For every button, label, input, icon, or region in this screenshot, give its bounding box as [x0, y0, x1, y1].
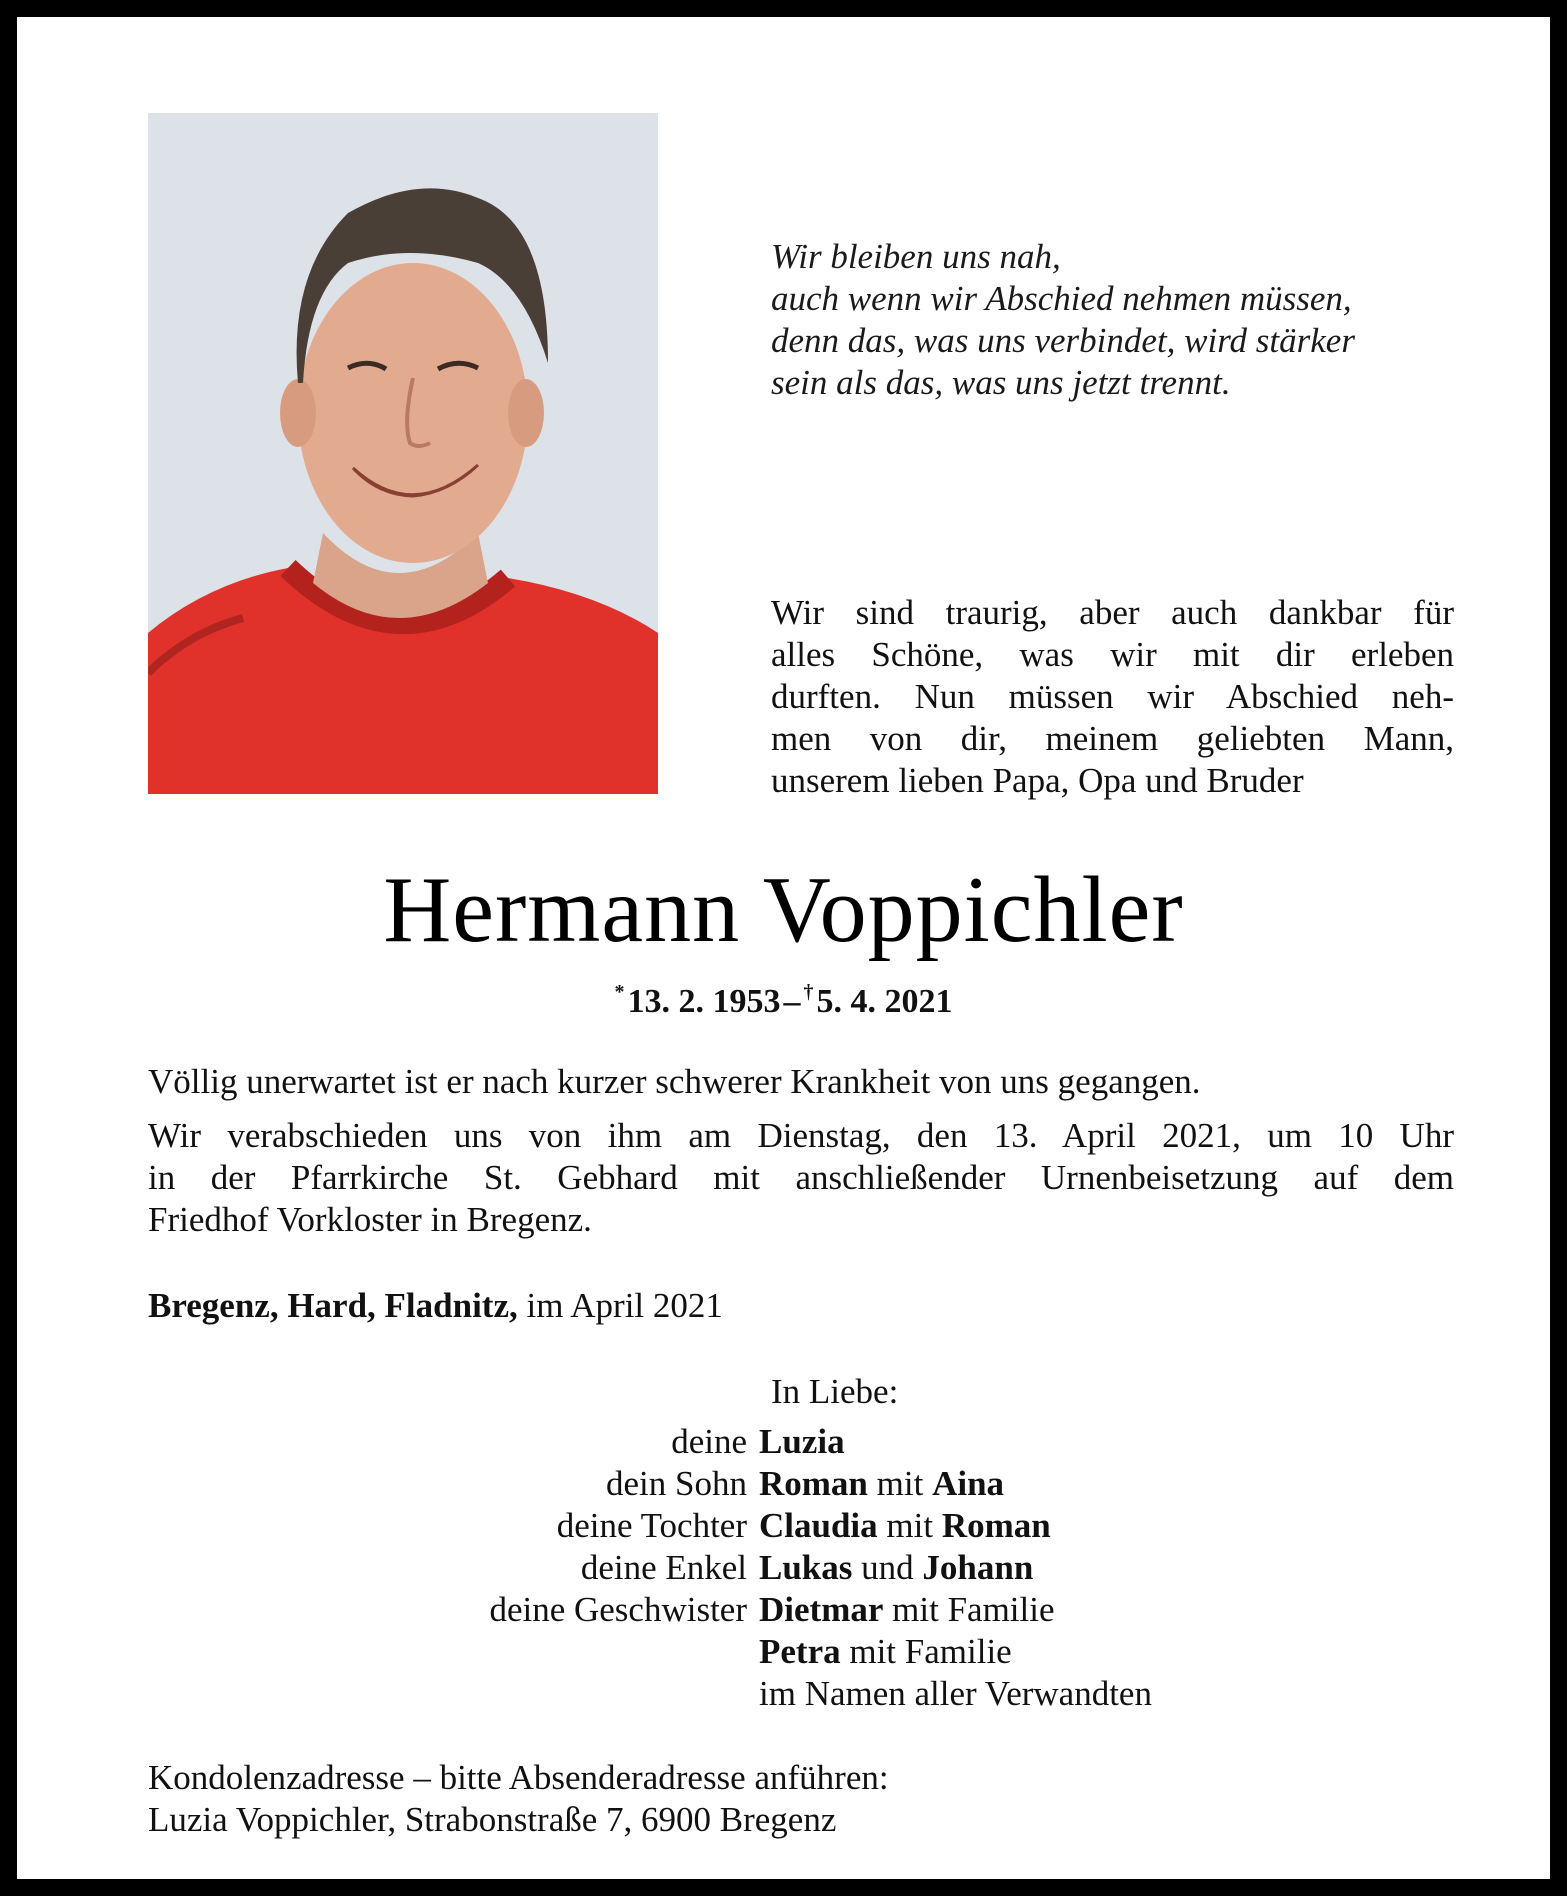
mourners-heading: In Liebe: — [771, 1372, 899, 1411]
mourner-name: Luzia — [759, 1422, 845, 1461]
portrait-image — [148, 113, 658, 794]
poem-line: Wir bleiben uns nah, — [771, 237, 1061, 276]
address-label: Kondolenzadresse – bitte Absenderadresse anführen: — [148, 1758, 889, 1797]
month-year: im April 2021 — [526, 1286, 723, 1325]
mourner-conjunction: und — [861, 1548, 914, 1587]
portrait-photo — [148, 113, 658, 794]
deceased-name: Hermann Voppichler — [383, 858, 1184, 962]
intro-line: unserem lieben Papa, Opa und Bruder — [771, 761, 1304, 800]
date-separator: – — [783, 983, 801, 1020]
intro-line: alles Schöne, was wir mit dir erleben — [771, 635, 1454, 674]
mourner-name: Claudia — [759, 1506, 878, 1545]
mourner-suffix: im Namen aller Verwandten — [759, 1674, 1152, 1713]
intro-line: Wir sind traurig, aber auch dankbar für — [771, 593, 1454, 632]
mourner-row — [148, 1631, 1454, 1673]
life-dates — [17, 972, 1550, 1022]
paragraph-line: Völlig unerwartet ist er nach kurzer schwerer Krankheit von uns gegangen. — [148, 1062, 1201, 1101]
mourner-relation: deine Tochter — [556, 1506, 747, 1545]
mourner-row — [148, 1673, 1454, 1715]
mourners-list — [148, 1421, 1454, 1715]
mourner-conjunction: mit — [876, 1464, 924, 1503]
paragraph-funeral — [148, 1115, 1454, 1241]
poem-line: auch wenn wir Abschied nehmen müssen, — [771, 279, 1352, 318]
mourner-relation — [148, 1673, 759, 1715]
mourner-suffix: mit Familie — [892, 1590, 1055, 1629]
address-value: Luzia Voppichler, Strabonstraße 7, 6900 Bregenz — [148, 1800, 837, 1839]
mourner-relation — [148, 1631, 759, 1673]
mourner-relation: deine — [671, 1422, 747, 1461]
mourner-partner-name: Roman — [941, 1506, 1051, 1545]
mourner-name: Roman — [759, 1464, 868, 1503]
mourner-row — [148, 1547, 1454, 1589]
mourner-partner-name: Johann — [922, 1548, 1034, 1587]
mourner-name: Dietmar — [759, 1590, 884, 1629]
mourner-name: Lukas — [759, 1548, 853, 1587]
poem-line: sein als das, was uns jetzt trennt. — [771, 363, 1231, 402]
mourner-relation: deine Geschwister — [489, 1590, 747, 1629]
place-and-date — [148, 1285, 723, 1327]
mourner-relation: deine Enkel — [580, 1548, 747, 1587]
mourner-conjunction: mit — [886, 1506, 934, 1545]
paragraph-unexpected — [148, 1061, 1454, 1103]
birth-symbol: * — [614, 981, 625, 1003]
mourner-row — [148, 1589, 1454, 1631]
mourner-row — [148, 1421, 1454, 1463]
paragraph-line: in der Pfarrkirche St. Gebhard mit anschließender Urnenbeisetzung auf dem — [148, 1158, 1454, 1197]
intro-line: men von dir, meinem geliebten Mann, — [771, 719, 1454, 758]
mourner-relation: dein Sohn — [606, 1464, 747, 1503]
death-symbol: † — [803, 981, 814, 1003]
towns: Bregenz, Hard, Fladnitz, — [148, 1286, 518, 1325]
mourner-name: Petra — [759, 1632, 841, 1671]
intro-paragraph — [771, 592, 1454, 802]
mourner-suffix: mit Familie — [849, 1632, 1012, 1671]
mourner-row — [148, 1505, 1454, 1547]
poem-line: denn das, was uns verbindet, wird stärker — [771, 321, 1355, 360]
mourner-row — [148, 1463, 1454, 1505]
paragraph-line: Friedhof Vorkloster in Bregenz. — [148, 1200, 592, 1239]
birth-date: 13. 2. 1953 — [627, 983, 781, 1020]
intro-line: durften. Nun müssen wir Abschied neh- — [771, 677, 1454, 716]
death-date: 5. 4. 2021 — [816, 983, 953, 1020]
poem — [771, 236, 1491, 404]
condolence-address — [148, 1757, 889, 1841]
mourner-partner-name: Aina — [932, 1464, 1005, 1503]
paragraph-line: Wir verabschieden uns von ihm am Dienstag, den 13. April 2021, um 10 Uhr — [148, 1116, 1454, 1155]
